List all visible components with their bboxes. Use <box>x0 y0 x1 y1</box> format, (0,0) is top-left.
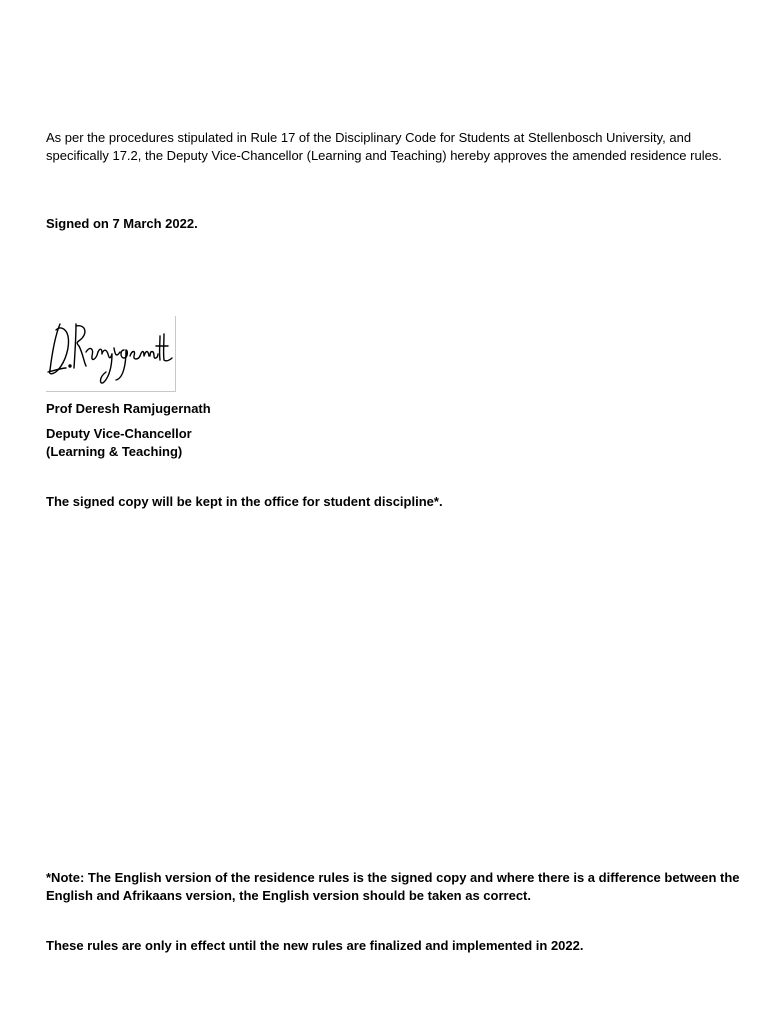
signatory-name: Prof Deresh Ramjugernath <box>46 401 211 416</box>
signed-copy-note: The signed copy will be kept in the office for student discipline*. <box>46 494 443 509</box>
handwritten-signature <box>46 316 176 392</box>
intro-paragraph: As per the procedures stipulated in Rule 17 of the Disciplinary Code for Students at Stellenbosch University, and specifically 17.2, the Deputy Vice-Chancellor (Learning and Teaching) hereby approves the amended residence rules. <box>46 130 722 163</box>
footnote: *Note: The English version of the residence rules is the signed copy and where there is a difference between the English and Afrikaans version, the English version should be taken as correct. <box>46 870 740 903</box>
signed-on-date: Signed on 7 March 2022. <box>46 216 198 231</box>
signatory-title-line2: (Learning & Teaching) <box>46 444 183 459</box>
effect-note: These rules are only in effect until the new rules are finalized and implemented in 2022. <box>46 938 584 953</box>
signatory-title-line1: Deputy Vice-Chancellor <box>46 426 192 441</box>
